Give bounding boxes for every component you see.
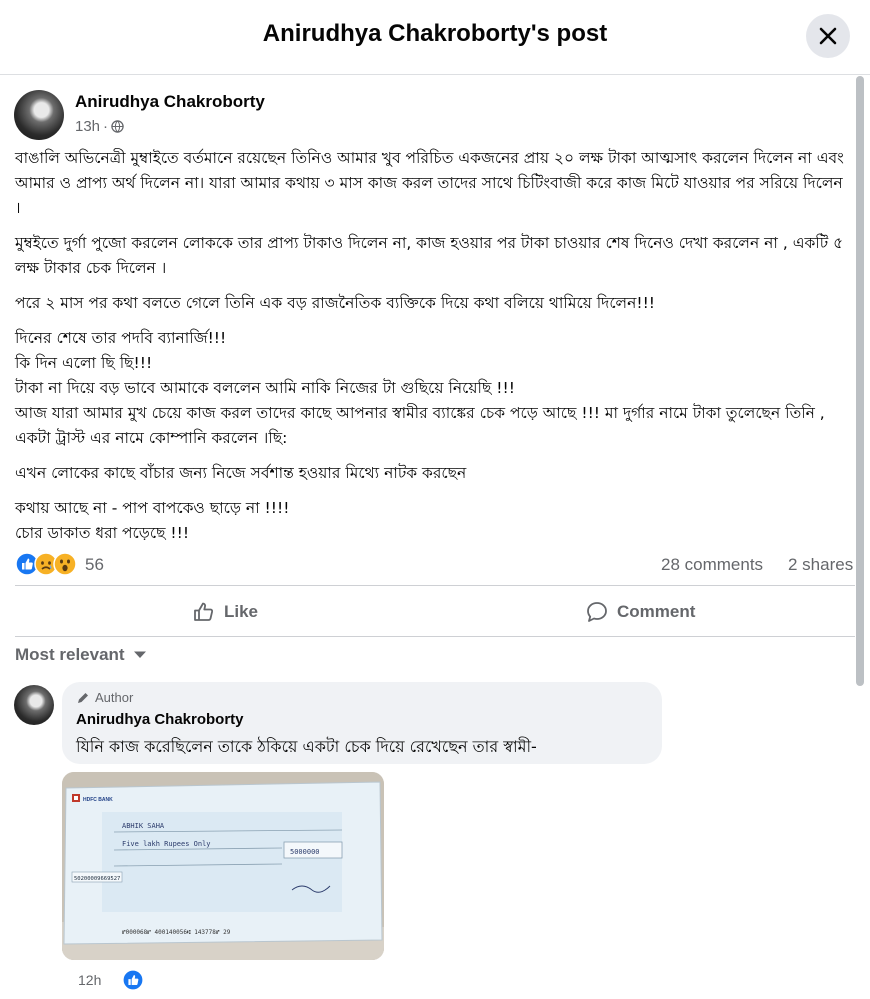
like-label: Like <box>224 602 259 621</box>
post-paragraph: কথায় আছে না - পাপ বাপকেও ছাড়ে না !!!! চোর ডাকাত ধরা পড়েছে !!! <box>15 499 290 542</box>
cheque-amount-words: Five lakh Rupees Only <box>122 840 211 848</box>
cheque-image <box>62 772 384 960</box>
cheque-micr: ⑈000068⑈ 400140056⑆ 143778⑈ 29 <box>122 929 231 936</box>
cheque-payee: ABHIK SAHA <box>122 822 165 830</box>
divider <box>15 636 855 637</box>
comment-bubble <box>62 682 662 764</box>
shares-count[interactable]: 2 shares <box>788 555 854 574</box>
wow-icon <box>53 552 77 576</box>
author-avatar[interactable] <box>14 90 64 140</box>
globe-icon <box>111 120 124 133</box>
comment-label: Comment <box>617 602 696 621</box>
comment-photo[interactable] <box>62 772 384 960</box>
like-button[interactable] <box>192 596 258 628</box>
meta-separator: · <box>103 118 109 135</box>
comment-button[interactable] <box>585 596 695 628</box>
close-button[interactable] <box>806 14 850 58</box>
close-icon <box>818 26 838 46</box>
comment-time[interactable]: 12h <box>78 972 102 988</box>
comments-count[interactable]: 28 comments <box>661 555 764 574</box>
commenter-avatar[interactable] <box>14 685 54 725</box>
comment-text: যিনি কাজ করেছিলেন তাকে ঠকিয়ে একটা চেক দিয়ে রেখেছেন তার স্বামী- <box>76 737 537 756</box>
scrollbar[interactable] <box>856 76 864 686</box>
post-meta <box>75 118 124 135</box>
post-paragraph: দিনের শেষে তার পদবি ব্যানার্জি!!! কি দিন এলো ছি ছি!!! টাকা না দিয়ে বড় ভাবে আমাকে বললেন আমি নাকি নিজের টা গুছিয়ে নিয়েছি !!! আজ যারা আমার মুখ চেয়ে কাজ করল তাদের কাছে আপনার স্বামীর ব্যাঙ্কের চেক পড়ে আছে !!! মা দুর্গার নামে টাকা তুলেছেন তিনি , একটা ট্রাস্ট এর নামে কোম্পানি করলেন ।ছি: <box>15 329 825 447</box>
post-text <box>15 146 853 556</box>
cheque-bank: HDFC BANK <box>83 797 113 803</box>
comment-author-name[interactable]: Anirudhya Chakroborty <box>76 711 244 728</box>
sort-label: Most relevant <box>15 645 125 664</box>
dialog-header <box>0 0 870 75</box>
author-badge <box>76 690 133 705</box>
dialog-title: Anirudhya Chakroborty's post <box>262 20 608 47</box>
reaction-icons[interactable] <box>15 552 72 576</box>
badge-label: Author <box>95 690 134 705</box>
post-paragraph: বাঙালি অভিনেত্রী মুম্বাইতে বর্তমানে রয়েছেন তিনিও আমার খুব পরিচিত একজনের প্রায় ২০ লক্ষ টাকা আত্মসাৎ করলেন দিলেন না এবং আমার ও প্রাপ্য অর্থ দিলেন না। যারা আমার কথায় ৩ মাস কাজ করল তাদের সাথে চিটিংবাজী করে কাজ মিটে যাওয়ার পর সরিয়ে দিলেন । <box>15 149 844 217</box>
post-paragraph: মুম্বইতে দুর্গা পুজো করলেন লোককে তার প্রাপ্য টাকাও দিলেন না, কাজ হওয়ার পর টাকা চাওয়ার শেষ দিনেও দেখা করলেন না , একটি ৫ লক্ষ টাকার চেক দিলেন । <box>15 234 844 277</box>
cheque-account: 50200009669527 <box>74 876 121 882</box>
post-author-name[interactable]: Anirudhya Chakroborty <box>75 92 265 111</box>
pen-icon <box>76 691 90 705</box>
like-icon[interactable] <box>122 969 144 991</box>
reactions-row <box>15 552 855 578</box>
comment-icon <box>585 600 609 624</box>
like-outline-icon <box>192 600 216 624</box>
caret-down-icon <box>133 650 147 660</box>
divider <box>15 585 855 586</box>
post-paragraph: পরে ২ মাস পর কথা বলতে গেলে তিনি এক বড় রাজনৈতিক ব্যক্তিকে দিয়ে কথা বলিয়ে থামিয়ে দিলেন!!! <box>15 294 655 312</box>
post-paragraph: এখন লোকের কাছে বাঁচার জন্য নিজে সর্বশান্ত হওয়ার মিথ্যে নাটক করছেন <box>15 464 467 482</box>
cheque-amount: 5000000 <box>290 848 320 856</box>
comment-sort-dropdown[interactable] <box>15 645 147 665</box>
post-time[interactable]: 13h <box>75 118 101 135</box>
reaction-count[interactable]: 56 <box>85 555 104 574</box>
